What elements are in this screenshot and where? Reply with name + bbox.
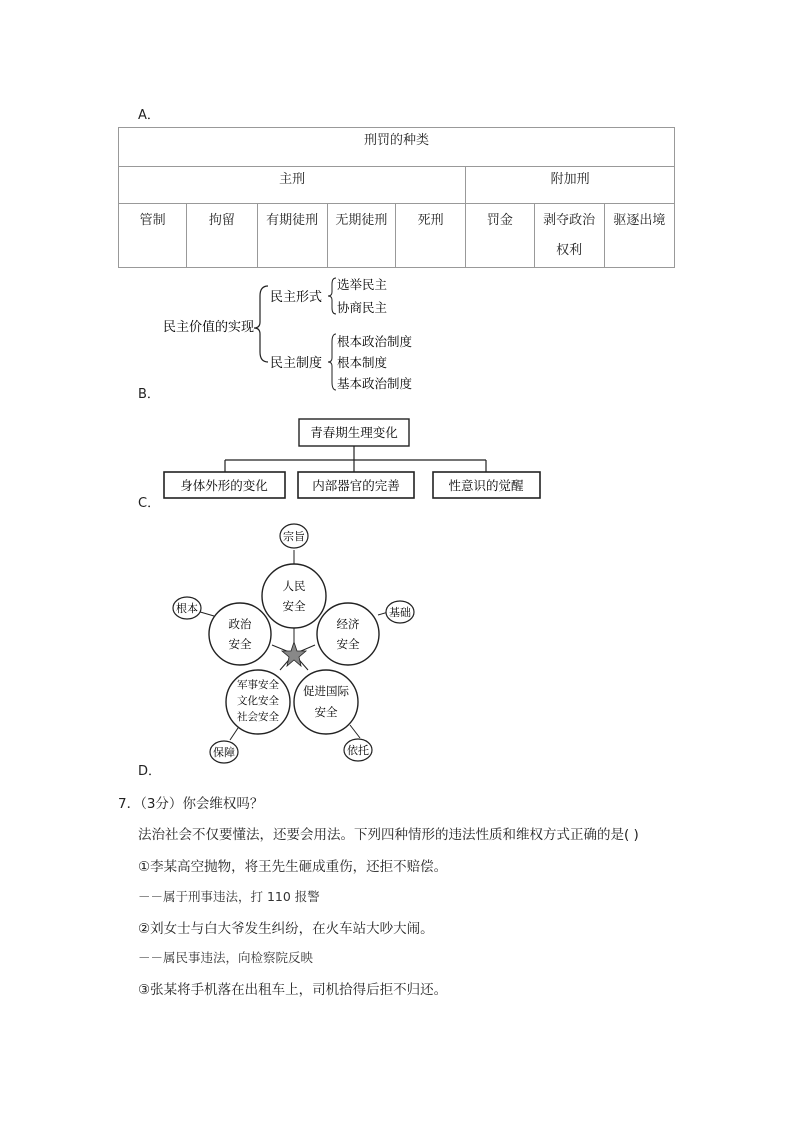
circle-text: 安全 (336, 637, 360, 651)
satellite-label: 基础 (389, 606, 411, 619)
table-cell: 拘留 (187, 204, 257, 268)
option-c-letter: C． (138, 496, 161, 511)
question-header (118, 792, 263, 812)
circle-economic-security (317, 603, 379, 665)
circle-text: 政治 (228, 617, 252, 631)
circle-international-security (294, 670, 358, 734)
star-icon (282, 642, 306, 666)
circle-text: 安全 (314, 705, 338, 719)
brace (328, 334, 336, 390)
question-number: 7． (118, 796, 141, 812)
table-cell: 剥夺政治 权利 (534, 204, 604, 268)
circle-political-security (209, 603, 271, 665)
table-cell: 有期徒刑 (257, 204, 327, 268)
puberty-changes-diagram (160, 414, 550, 504)
question-item: ①李某高空抛物，将王先生砸成重伤，还拒不赔偿。 (138, 859, 448, 875)
circle-text: 安全 (282, 599, 306, 613)
satellite-label: 保障 (213, 746, 235, 759)
democracy-tree-diagram (150, 272, 440, 400)
tree-root-label: 民主价值的实现 (163, 320, 255, 335)
question-stem: 法治社会不仅要懂法，还要会用法。下列四种情形的违法性质和维权方式正确的是( ) (138, 827, 639, 843)
question-item: ②刘女士与白大爷发生纠纷，在火车站大吵大闹。 (138, 921, 434, 937)
branch-label: 民主形式 (270, 290, 323, 305)
child-label: 性意识的觉醒 (448, 478, 524, 493)
additional-penalty-header: 附加刑 (466, 167, 675, 204)
table-cell: 管制 (119, 204, 187, 268)
table-title: 刑罚的种类 (119, 128, 675, 167)
national-security-diagram (160, 520, 430, 770)
question-title: 你会维权吗？ (182, 796, 264, 812)
circle-text: 文化安全 (237, 695, 279, 707)
brace (328, 278, 336, 314)
circle-text: 促进国际 (303, 684, 349, 698)
option-b-letter: B． (138, 387, 160, 402)
leaf-label: 根本政治制度 (337, 334, 413, 349)
table-cell: 罚金 (466, 204, 534, 268)
circle-text: 安全 (228, 637, 252, 651)
table-cell: 死刑 (396, 204, 466, 268)
circle-text: 人民 (282, 579, 306, 593)
main-penalty-header: 主刑 (119, 167, 466, 204)
leaf-label: 协商民主 (337, 300, 388, 315)
circle-text: 经济 (336, 617, 360, 631)
table-cell: 驱逐出境 (604, 204, 674, 268)
question-item: ③张某将手机落在出租车上，司机拾得后拒不归还。 (138, 982, 448, 998)
child-label: 身体外形的变化 (180, 478, 268, 493)
question-item-answer: －－属于刑事违法，打 110 报警 (138, 889, 320, 904)
leaf-label: 根本制度 (337, 355, 388, 370)
leaf-label: 选举民主 (337, 277, 388, 292)
table-cell: 无期徒刑 (327, 204, 395, 268)
penalty-types-table (118, 127, 675, 268)
leaf-label: 基本政治制度 (337, 376, 413, 391)
brace (254, 286, 268, 362)
option-d-letter: D． (138, 764, 162, 779)
circle-people-security (262, 564, 326, 628)
satellite-label: 依托 (347, 744, 369, 757)
circle-text: 军事安全 (237, 679, 279, 691)
circle-text: 社会安全 (237, 711, 279, 723)
option-a-letter: A． (138, 108, 160, 123)
child-label: 内部器官的完善 (312, 478, 400, 493)
root-label: 青春期生理变化 (310, 425, 398, 440)
satellite-label: 宗旨 (283, 530, 305, 543)
branch-label: 民主制度 (270, 356, 323, 371)
question-score: （3分） (140, 796, 183, 812)
question-item-answer: －－属民事违法，向检察院反映 (138, 950, 314, 965)
satellite-label: 根本 (176, 602, 198, 615)
